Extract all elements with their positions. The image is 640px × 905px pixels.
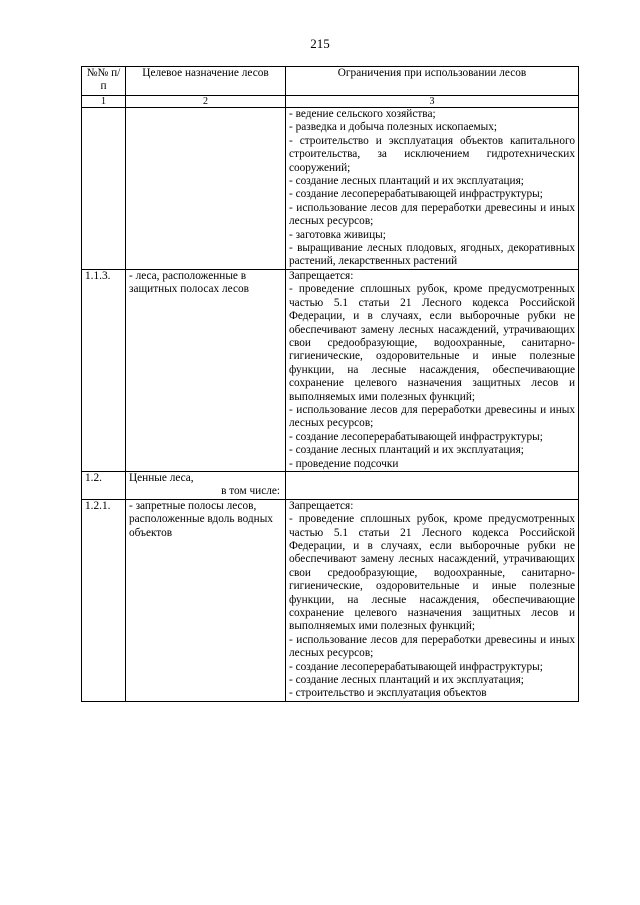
table-row bbox=[82, 499, 579, 701]
column-number: 1 bbox=[82, 96, 126, 108]
restriction-item: - создание лесных плантаций и их эксплуатация; bbox=[289, 444, 524, 457]
table-header-row bbox=[82, 67, 579, 96]
restriction-item: - проведение сплошных рубок, кроме предусмотренных частью 5.1 статьи 21 Лесного кодекса Российской Федерации, и в случаях, если выборочные рубки не обеспечивают замену лесных насаждений, утрачивающих свои средообразующие, водоохранные, санитарно-гигиенические, оздоровительные и иные полезные функции, на лесные насаждения, обеспечивающие сохранение целевого назначения защитных лесов и выполняемых ими полезных функций; bbox=[289, 283, 575, 403]
purpose-cell bbox=[126, 499, 286, 701]
purpose-text: - леса, расположенные в защитных полосах лесов bbox=[129, 269, 249, 296]
purpose-text: Ценные леса, bbox=[129, 471, 194, 484]
header-restrictions: Ограничения при использовании лесов bbox=[286, 67, 579, 96]
restriction-item: - разведка и добыча полезных ископаемых; bbox=[289, 121, 497, 134]
purpose-cell bbox=[126, 108, 286, 270]
purpose-cell bbox=[126, 269, 286, 471]
row-number: 1.2.1. bbox=[82, 499, 126, 701]
restrictions-cell bbox=[286, 108, 579, 270]
restriction-item: - строительство и эксплуатация объектов капитального строительства, за исключением гидротехнических сооружений; bbox=[289, 134, 575, 174]
row-number bbox=[82, 108, 126, 270]
restriction-item: - использование лесов для переработки древесины и иных лесных ресурсов; bbox=[289, 403, 575, 430]
header-purpose: Целевое назначение лесов bbox=[126, 67, 286, 96]
header-number: №№ п/п bbox=[82, 67, 126, 96]
restriction-item: - проведение подсочки bbox=[289, 457, 399, 470]
restriction-item: - создание лесных плантаций и их эксплуатация; bbox=[289, 175, 524, 188]
column-numbers-row bbox=[82, 96, 579, 108]
row-number: 1.1.3. bbox=[82, 269, 126, 471]
restriction-item: - создание лесных плантаций и их эксплуатация; bbox=[289, 674, 524, 687]
table-row bbox=[82, 471, 579, 499]
restriction-item: - заготовка живицы; bbox=[289, 228, 386, 241]
restriction-item: - проведение сплошных рубок, кроме предусмотренных частью 5.1 статьи 21 Лесного кодекса Российской Федерации, и в случаях, если выборочные рубки не обеспечивают замену лесных насаждений, утрачивающих свои средообразующие, водоохранные, санитарно-гигиенические, оздоровительные и иные полезные функции, на лесные насаждения, обеспечивающие сохранение целевого назначения защитных лесов и выполняемых ими полезных функций; bbox=[289, 513, 575, 633]
table-row bbox=[82, 269, 579, 471]
purpose-text: в том числе: bbox=[221, 485, 280, 498]
restriction-item: - выращивание лесных плодовых, ягодных, декоративных растений, лекарственных растений bbox=[289, 242, 575, 268]
table-row bbox=[82, 108, 579, 270]
restrictions-cell bbox=[286, 499, 579, 701]
restriction-item: Запрещается: bbox=[289, 269, 354, 282]
restriction-item: - строительство и эксплуатация объектов bbox=[289, 687, 487, 700]
restrictions-cell bbox=[286, 269, 579, 471]
restriction-item: - создание лесоперерабатывающей инфраструктуры; bbox=[289, 430, 543, 443]
restriction-item: - создание лесоперерабатывающей инфраструктуры; bbox=[289, 188, 543, 201]
restrictions-cell bbox=[286, 471, 579, 499]
restriction-item: - создание лесоперерабатывающей инфраструктуры; bbox=[289, 660, 543, 673]
page-number: 215 bbox=[310, 36, 330, 51]
restriction-item: - использование лесов для переработки древесины и иных лесных ресурсов; bbox=[289, 633, 575, 660]
row-number: 1.2. bbox=[82, 471, 126, 499]
restriction-item: - ведение сельского хозяйства; bbox=[289, 108, 436, 120]
purpose-cell bbox=[126, 471, 286, 499]
purpose-text: - запретные полосы лесов, расположенные вдоль водных объектов bbox=[129, 499, 273, 539]
restriction-item: - использование лесов для переработки древесины и иных лесных ресурсов; bbox=[289, 201, 575, 228]
column-number: 2 bbox=[126, 96, 286, 108]
column-number: 3 bbox=[286, 96, 579, 108]
restrictions-table bbox=[81, 66, 579, 702]
restriction-item: Запрещается: bbox=[289, 499, 354, 512]
